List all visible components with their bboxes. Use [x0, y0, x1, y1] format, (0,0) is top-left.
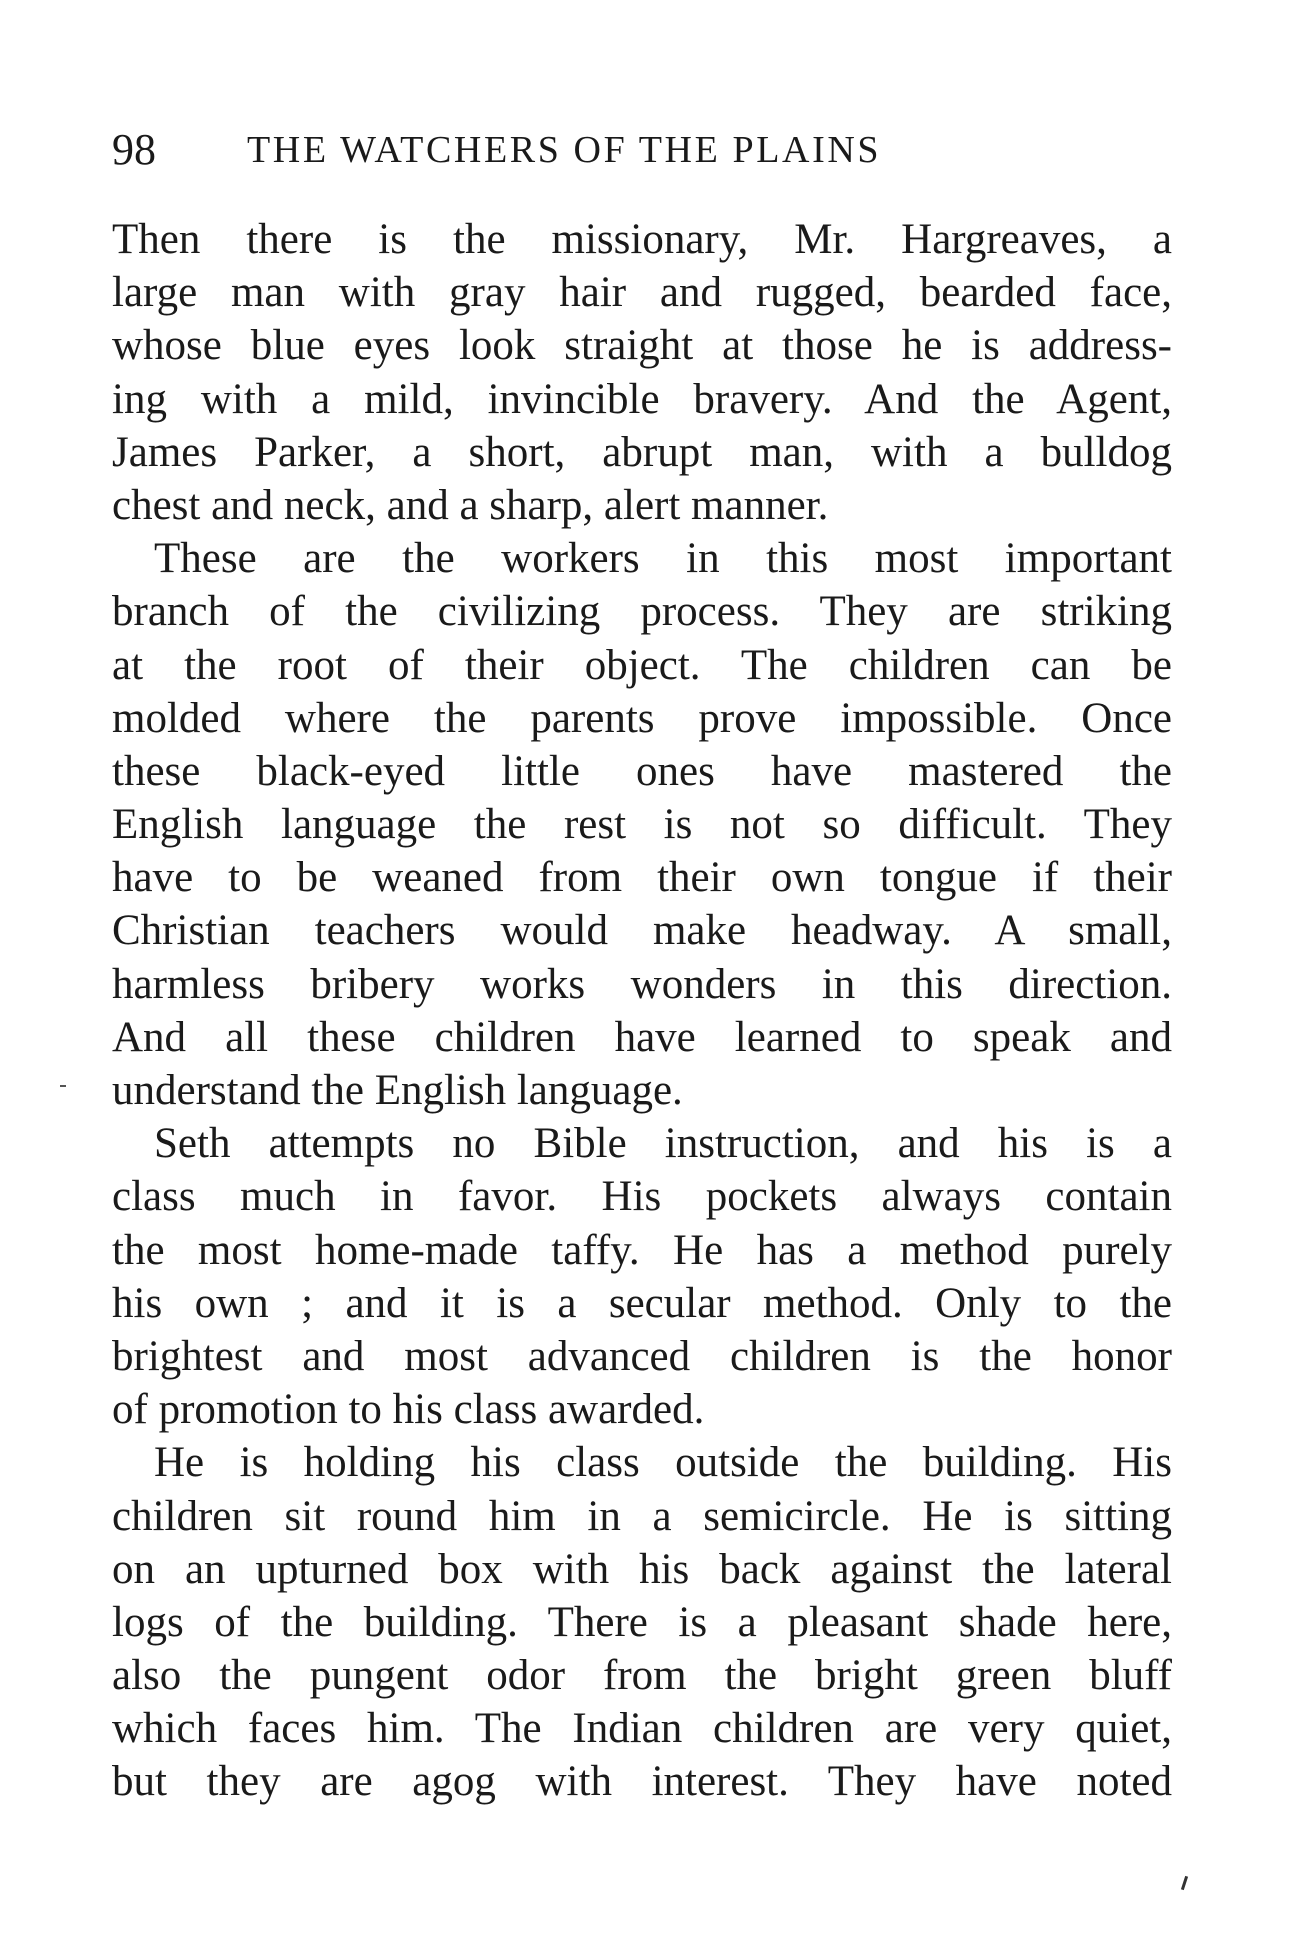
- text-line: These are the workers in this most important: [154, 535, 1172, 583]
- text-line: whose blue eyes look straight at those he is address-: [112, 322, 1172, 370]
- text-line: large man with gray hair and rugged, bearded face,: [112, 269, 1172, 317]
- text-line: He is holding his class outside the building. His: [154, 1439, 1172, 1487]
- text-line: And all these children have learned to speak and: [112, 1013, 1172, 1061]
- page-number: 98: [112, 125, 156, 174]
- text-line: brightest and most advanced children is the honor: [112, 1332, 1172, 1380]
- page-header: [112, 122, 1166, 178]
- text-line: which faces him. The Indian children are very quiet,: [112, 1705, 1172, 1753]
- text-line: these black-eyed little ones have mastered the: [112, 747, 1172, 795]
- text-line: the most home-made taffy. He has a method purely: [112, 1226, 1172, 1274]
- text-line: Seth attempts no Bible instruction, and his is a: [154, 1120, 1172, 1168]
- text-line: also the pungent odor from the bright green bluff: [112, 1652, 1172, 1700]
- text-line: understand the English language.: [112, 1067, 683, 1114]
- text-line: Then there is the missionary, Mr. Hargreaves, a: [112, 216, 1172, 263]
- text-line: logs of the building. There is a pleasant shade here,: [112, 1598, 1172, 1646]
- body-text: [112, 213, 1172, 1809]
- text-line: ing with a mild, invincible bravery. And the Agent,: [112, 375, 1172, 423]
- text-line: class much in favor. His pockets always contain: [112, 1173, 1172, 1221]
- text-line: branch of the civilizing process. They are striking: [112, 588, 1172, 636]
- text-line: of promotion to his class awarded.: [112, 1386, 705, 1434]
- text-line: at the root of their object. The children can be: [112, 641, 1172, 689]
- text-line: James Parker, a short, abrupt man, with a bulldog: [112, 428, 1172, 476]
- print-speck: [60, 1085, 66, 1087]
- text-line: Christian teachers would make headway. A small,: [112, 907, 1172, 955]
- text-line: English language the rest is not so difficult. They: [112, 801, 1172, 849]
- text-line: his own ; and it is a secular method. Only to the: [112, 1279, 1172, 1327]
- text-line: molded where the parents prove impossible. Once: [112, 694, 1172, 742]
- text-line: have to be weaned from their own tongue if their: [112, 854, 1172, 902]
- running-title: THE WATCHERS OF THE PLAINS: [247, 129, 882, 171]
- text-line: on an upturned box with his back against the lateral: [112, 1545, 1172, 1593]
- text-line: but they are agog with interest. They have noted: [112, 1758, 1172, 1806]
- print-speck: [1181, 1876, 1188, 1890]
- text-line: chest and neck, and a sharp, alert manner.: [112, 481, 829, 529]
- text-line: harmless bribery works wonders in this direction.: [112, 960, 1172, 1008]
- text-line: children sit round him in a semicircle. He is sitting: [112, 1492, 1172, 1540]
